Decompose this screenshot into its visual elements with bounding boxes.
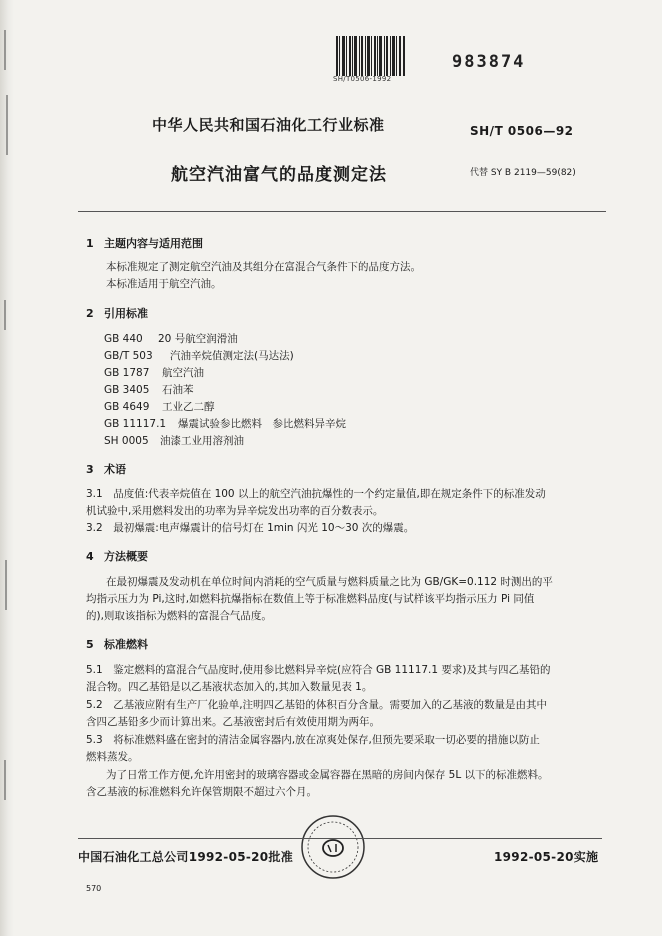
footer-divider: [78, 838, 602, 839]
term-definition: 机试验中,采用燃料发出的功率为异辛烷发出功率的百分数表示。: [86, 505, 384, 517]
term-definition: 3.2 最初爆震:电声爆震计的信号灯在 1min 闪光 10～30 次的爆震。: [86, 522, 415, 534]
clause-text: 为了日常工作方便,允许用密封的玻璃容器或金属容器在黑暗的房间内保存 5L 以下的标准燃料。: [106, 769, 549, 781]
header-divider: [78, 211, 606, 212]
method-summary-line: 均指示压力为 Pi,这时,如燃料抗爆指标在数值上等于标准燃料品度(与试样该平均指示压力 Pi 同值: [86, 593, 535, 605]
section-1-paragraph: 本标准适用于航空汽油。: [106, 278, 222, 290]
approval-stamp-icon: [298, 812, 368, 882]
section-heading-4: 4 方法概要: [86, 550, 148, 563]
effective-date: 1992-05-20实施: [494, 850, 599, 864]
section-1-paragraph: 本标准规定了测定航空汽油及其组分在富混合气条件下的品度方法。: [106, 261, 421, 273]
clause-text: 混合物。四乙基铅是以乙基液状态加入的,其加入数量见表 1。: [86, 681, 373, 693]
document-number: 983874: [452, 52, 526, 72]
section-heading-1: 1 主题内容与适用范围: [86, 237, 203, 250]
method-summary-line: 在最初爆震及发动机在单位时间内消耗的空气质量与燃料质量之比为 GB/GK=0.112 时测出的平: [106, 576, 553, 588]
barcode-label: SH/T0506-1992: [333, 75, 392, 83]
page-number: 570: [86, 884, 102, 893]
section-heading-5: 5 标准燃料: [86, 638, 148, 651]
clause-text: 5.2 乙基液应附有生产厂化验单,注明四乙基铅的体积百分含量。需要加入的乙基液的数量是由其中: [86, 699, 548, 711]
reference-item: GB 11117.1 爆震试验参比燃料 参比燃料异辛烷: [104, 418, 346, 430]
barcode-graphic: [336, 36, 406, 76]
approval-date: 中国石油化工总公司1992-05-20批准: [78, 850, 294, 864]
clause-text: 燃料蒸发。: [86, 751, 139, 763]
standard-code: SH/T 0506—92: [470, 124, 574, 138]
clause-text: 含乙基液的标准燃料允许保管期限不超过六个月。: [86, 786, 317, 798]
clause-text: 5.1 鉴定燃料的富混合气品度时,使用参比燃料异辛烷(应符合 GB 11117.1 要求)及其与四乙基铅的: [86, 664, 551, 676]
scan-speck: [5, 560, 7, 610]
section-heading-3: 3 术语: [86, 463, 126, 476]
method-summary-line: 的),则取该指标为燃料的富混合气品度。: [86, 610, 272, 622]
clause-text: 含四乙基铅多少而计算出来。乙基液密封后有效使用期为两年。: [86, 716, 380, 728]
reference-item: GB 3405 石油苯: [104, 384, 194, 396]
reference-item: GB 440 20 号航空润滑油: [104, 333, 238, 345]
reference-item: GB/T 503 汽油辛烷值测定法(马达法): [104, 350, 294, 362]
replaces-note: 代替 SY B 2119—59(82): [470, 168, 576, 178]
reference-item: SH 0005 油漆工业用溶剂油: [104, 435, 244, 447]
term-definition: 3.1 品度值:代表辛烷值在 100 以上的航空汽油抗爆性的一个约定量值,即在规定条件下的标准发动: [86, 488, 546, 500]
reference-item: GB 1787 航空汽油: [104, 367, 204, 379]
scan-speck: [6, 95, 8, 155]
reference-item: GB 4649 工业乙二醇: [104, 401, 215, 413]
scan-speck: [4, 300, 6, 330]
scan-speck: [4, 30, 6, 70]
document-title: 航空汽油富气的品度测定法: [171, 165, 387, 185]
organization-title: 中华人民共和国石油化工行业标准: [152, 116, 385, 134]
scan-speck: [4, 760, 6, 800]
section-heading-2: 2 引用标准: [86, 307, 148, 320]
clause-text: 5.3 将标准燃料盛在密封的清洁金属容器内,放在凉爽处保存,但预先要采取一切必要的措施以防止: [86, 734, 540, 746]
